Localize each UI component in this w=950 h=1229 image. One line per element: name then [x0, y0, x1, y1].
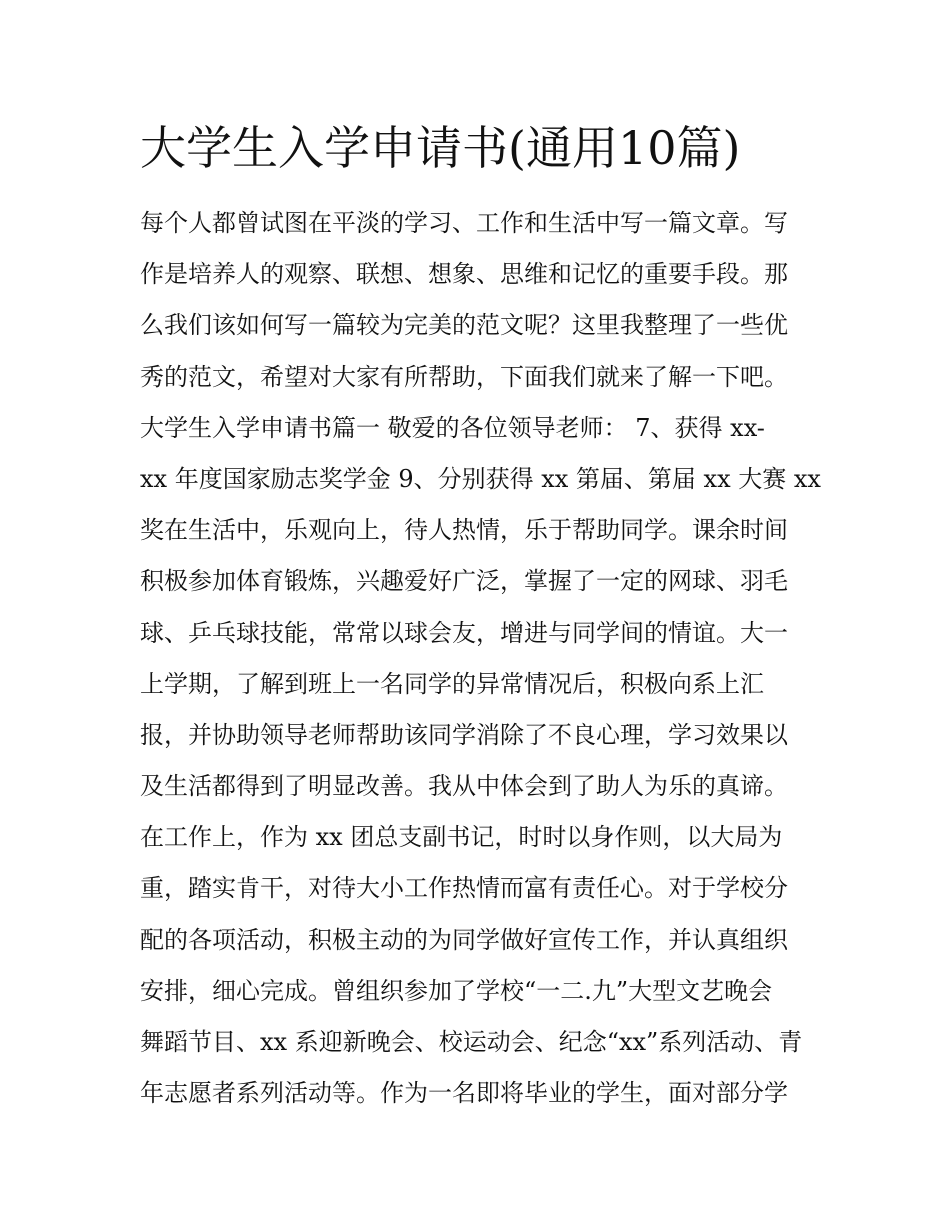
body-line: 积极参加体育锻炼，兴趣爱好广泛，掌握了一定的网球、羽毛 — [140, 567, 788, 596]
body-line: 及生活都得到了明显改善。我从中体会到了助人为乐的真谛。 — [140, 772, 788, 801]
document-body — [140, 198, 820, 1119]
body-line: 配的各项活动，积极主动的为同学做好宣传工作，并认真组织 — [140, 925, 788, 954]
body-line: xx 年度国家励志奖学金 9、分别获得 xx 第届、第届 xx 大赛 xx — [140, 464, 821, 493]
body-line: 作是培养人的观察、联想、想象、思维和记忆的重要手段。那 — [140, 260, 788, 289]
body-line: 安排，细心完成。曾组织参加了学校“一二.九”大型文艺晚会 — [140, 976, 773, 1005]
body-line: 报，并协助领导老师帮助该同学消除了不良心理，学习效果以 — [140, 720, 788, 749]
body-line: 在工作上，作为 xx 团总支副书记，时时以身作则，以大局为 — [140, 823, 783, 852]
body-line: 重，踏实肯干，对待大小工作热情而富有责任心。对于学校分 — [140, 874, 788, 903]
body-line: 上学期，了解到班上一名同学的异常情况后，积极向系上汇 — [140, 669, 764, 698]
body-line: 球、乒乓球技能，常常以球会友，增进与同学间的情谊。大一 — [140, 618, 788, 647]
body-line: 奖在生活中，乐观向上，待人热情，乐于帮助同学。课余时间 — [140, 516, 788, 545]
body-line: 年志愿者系列活动等。作为一名即将毕业的学生，面对部分学 — [140, 1079, 788, 1108]
body-line: 秀的范文，希望对大家有所帮助，下面我们就来了解一下吧。 — [140, 362, 788, 391]
body-line: 每个人都曾试图在平淡的学习、工作和生活中写一篇文章。写 — [140, 209, 788, 237]
body-line: 么我们该如何写一篇较为完美的范文呢？这里我整理了一些优 — [140, 311, 788, 340]
body-line: 大学生入学申请书篇一 敬爱的各位领导老师： 7、获得 xx- — [140, 413, 765, 442]
document-title: 大学生入学申请书(通用10篇) — [140, 121, 741, 175]
body-line: 舞蹈节目、xx 系迎新晚会、校运动会、纪念“xx”系列活动、青 — [140, 1028, 803, 1056]
